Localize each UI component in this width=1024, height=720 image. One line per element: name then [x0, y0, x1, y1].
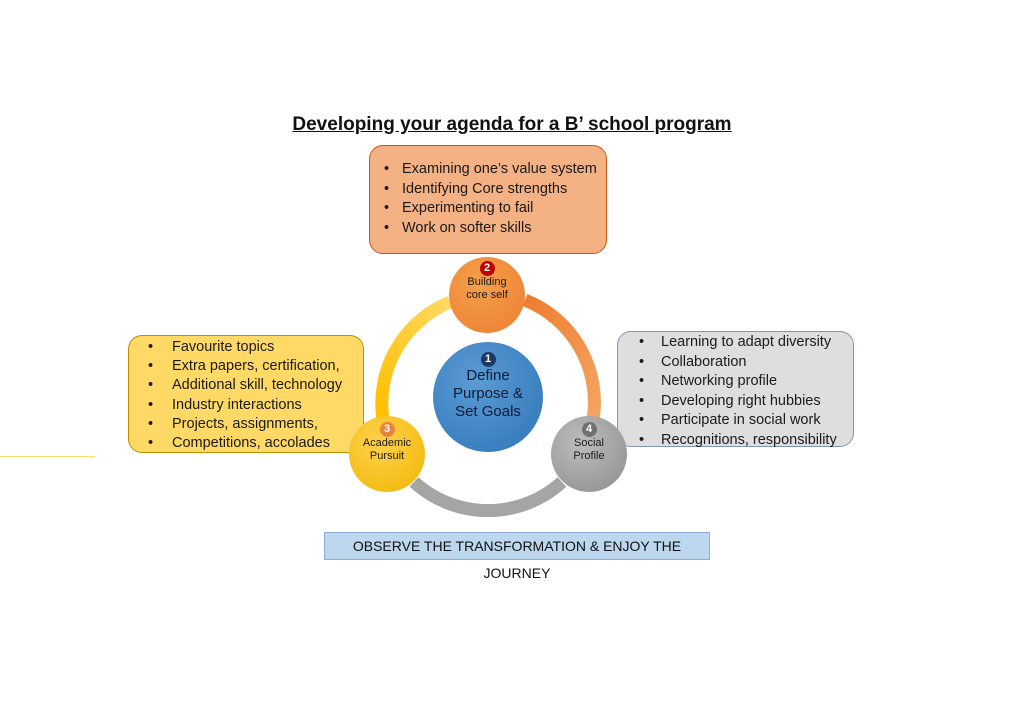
academic-box — [128, 335, 364, 453]
arc-gray — [414, 482, 562, 511]
node-label: Set Goals — [455, 403, 521, 420]
diagram-title: Developing your agenda for a B’ school program — [292, 114, 732, 135]
define-goals-node — [433, 342, 543, 452]
social-node — [551, 416, 627, 492]
list-item: • Developing right hubbies — [661, 392, 841, 412]
node-label: Profile — [573, 450, 605, 462]
core-self-box — [369, 145, 607, 254]
list-item: • Additional skill, technology — [172, 376, 351, 395]
list-item: • Experimenting to fail — [402, 199, 594, 219]
list-item: • Extra papers, certification, — [172, 357, 351, 376]
node-label: Building — [467, 276, 507, 288]
list-item: • Networking profile — [661, 372, 841, 392]
step-number: 1 — [481, 352, 496, 367]
list-item: • Projects, assignments, — [172, 415, 351, 434]
core-self-node — [449, 257, 525, 333]
node-label: Pursuit — [369, 450, 405, 462]
list-item: • Favourite topics — [172, 338, 351, 357]
social-box — [617, 331, 854, 447]
list-item: • Learning to adapt diversity — [661, 333, 841, 353]
footer-banner: OBSERVE THE TRANSFORMATION & ENJOY THE JOURNEY — [324, 532, 710, 560]
divider — [0, 456, 95, 457]
list-item: • Identifying Core strengths — [402, 180, 594, 200]
list-item: • Participate in social work — [661, 411, 841, 431]
list-item: • Examining one’s value system — [402, 160, 594, 180]
step-number: 4 — [582, 422, 597, 437]
list-item: • Recognitions, responsibility — [661, 431, 841, 451]
node-label: Purpose & — [452, 385, 524, 402]
node-label: Define — [466, 367, 510, 384]
list-item: • Work on softer skills — [402, 219, 594, 239]
node-label: core self — [466, 289, 508, 301]
step-number: 2 — [480, 261, 495, 276]
node-label: Academic — [362, 437, 412, 449]
node-label: Social — [574, 437, 604, 449]
list-item: • Competitions, accolades — [172, 434, 351, 453]
list-item: • Collaboration — [661, 353, 841, 373]
list-item: • Industry interactions — [172, 396, 351, 415]
academic-node — [349, 416, 425, 492]
step-number: 3 — [380, 422, 395, 437]
